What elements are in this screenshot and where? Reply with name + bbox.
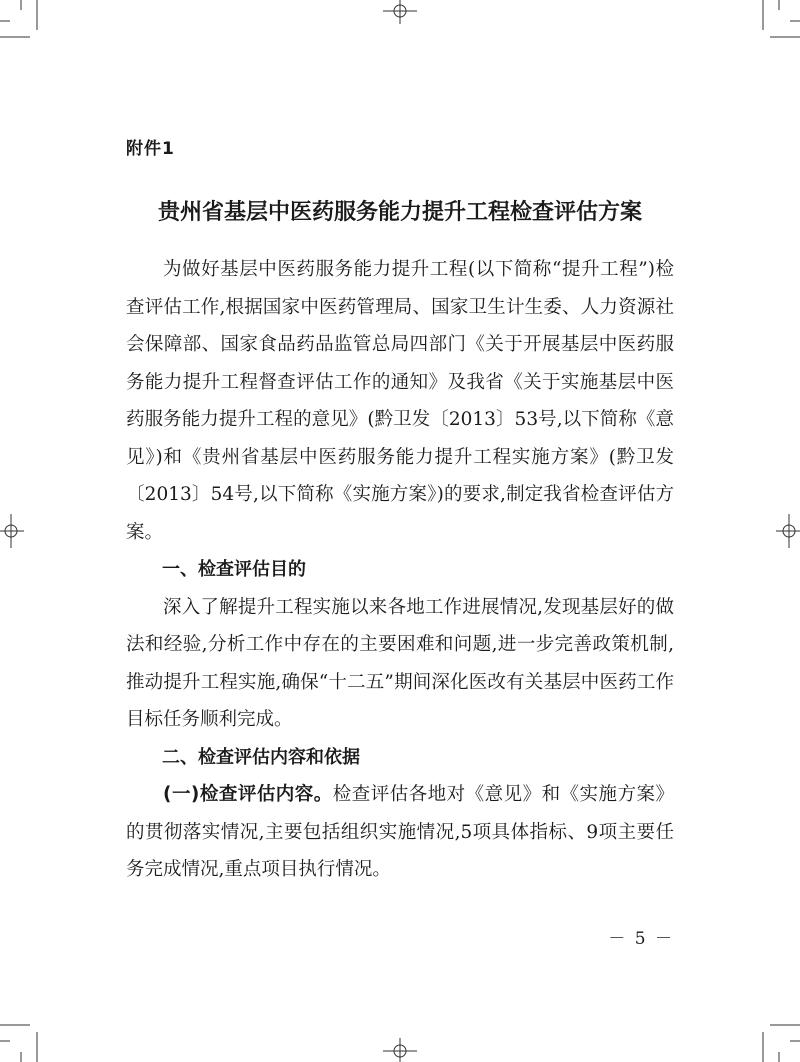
registration-mark-top	[383, 0, 417, 24]
section-2-heading: 二、检查评估内容和依据	[162, 746, 360, 768]
section-1-paragraph: 深入了解提升工程实施以来各地工作进展情况,发现基层好的做法和经验,分析工作中存在的主要困难和问题,进一步完善政策机制,推动提升工程实施,确保“十二五”期间深化医改有关基层中医药工作目标任务顺利完成。	[126, 596, 674, 730]
registration-mark-left	[0, 514, 24, 548]
subsection-text: 检查评估各地对《意见》和《实施方案》的贯彻落实情况,主要包括组织实施情况,5项具体指标、9项主要任务完成情况,重点项目执行情况。	[126, 784, 674, 880]
intro-paragraph: 为做好基层中医药服务能力提升工程(以下简称“提升工程”)检查评估工作,根据国家中医药管理局、国家卫生计生委、人力资源社会保障部、国家食品药品监管总局四部门《关于开展基层中医药服务能力提升工程督查评估工作的通知》及我省《关于实施基层中医药服务能力提升工程的意见》(黔卫发〔2013〕53号,以下简称《意见》)和《贵州省基层中医药服务能力提升工程实施方案》(黔卫发〔2013〕54号,以下简称《实施方案》)的要求,制定我省检查评估方案。	[126, 259, 674, 543]
section-1-heading: 一、检查评估目的	[162, 559, 306, 580]
page-number: － 5 －	[608, 929, 674, 949]
subsection-lead: (一)检查评估内容。	[163, 784, 333, 805]
document-title: 贵州省基层中医药服务能力提升工程检查评估方案	[157, 200, 642, 225]
document-body	[126, 251, 674, 889]
registration-mark-right	[776, 514, 800, 548]
section-2-subsection-1	[126, 776, 674, 889]
registration-mark-bottom	[383, 1038, 417, 1062]
attachment-label: 附件1	[126, 139, 175, 159]
